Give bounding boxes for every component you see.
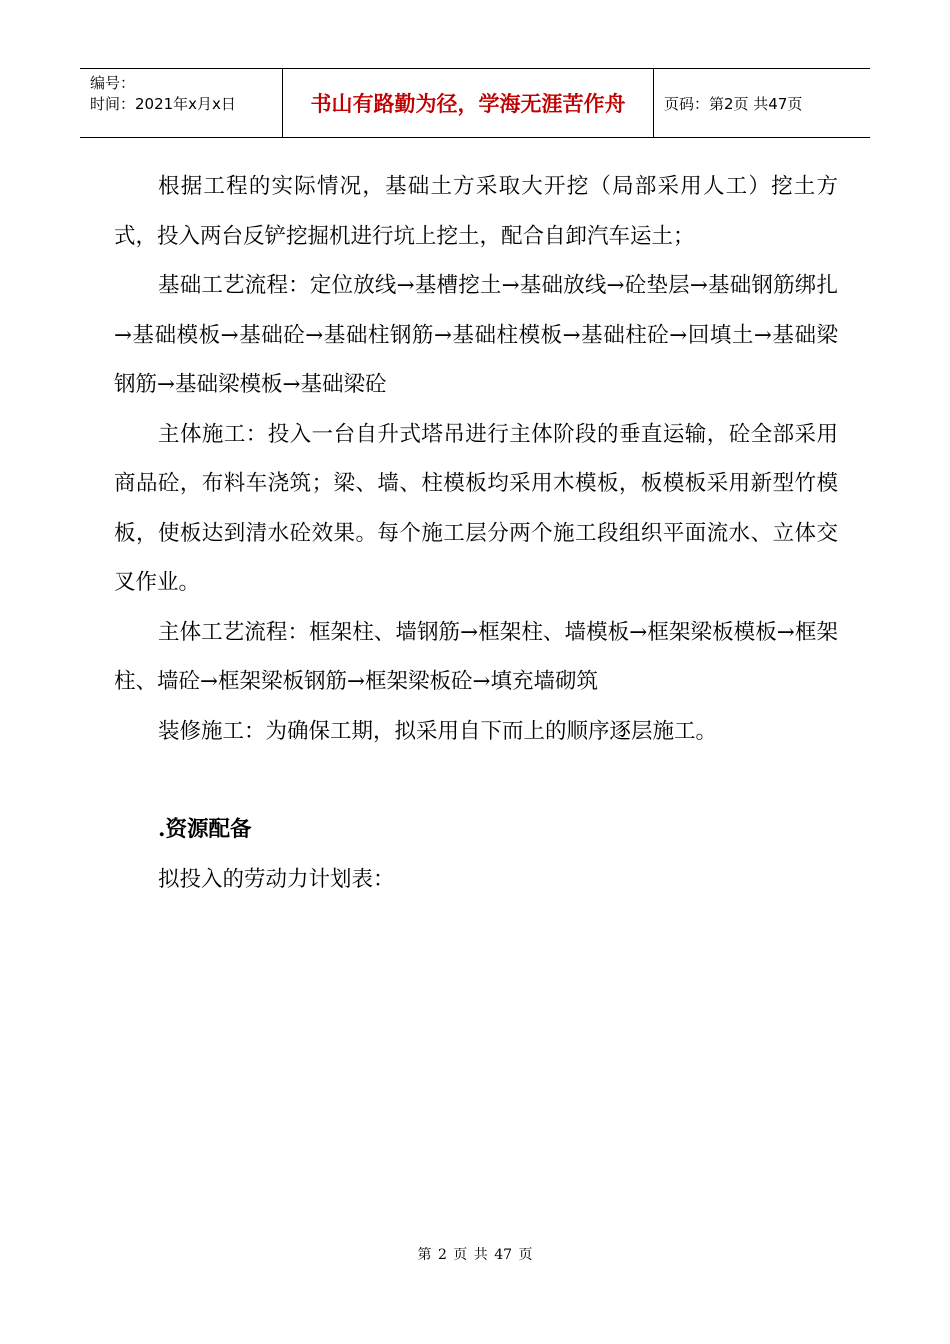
motto-text: 书山有路勤为径，学海无涯苦作舟 <box>310 92 626 116</box>
header-motto-cell <box>282 69 654 137</box>
paragraph-main-process: 主体工艺流程：框架柱、墙钢筋→框架柱、墙模板→框架梁板模板→框架柱、墙砼→框架梁板钢筋→框架梁板砼→填充墙砌筑 <box>114 619 838 694</box>
header-page-info <box>654 69 870 137</box>
page-footer <box>0 1244 950 1264</box>
page-header <box>80 68 870 138</box>
page-info-text: 页码：第2页 共47页 <box>664 94 803 113</box>
paragraph-earthwork: 根据工程的实际情况，基础土方采取大开挖（局部采用人工）挖土方式，投入两台反铲挖掘机进行坑上挖土，配合自卸汽车运土； <box>114 174 838 249</box>
time-label: 时间：2021年x月x日 <box>90 95 236 113</box>
number-label: 编号： <box>90 74 136 92</box>
footer-page-number: 第 2 页 共 47 页 <box>417 1247 533 1263</box>
paragraph-foundation-process: 基础工艺流程：定位放线→基槽挖土→基础放线→砼垫层→基础钢筋绑扎→基础模板→基础砼→基础柱钢筋→基础柱模板→基础柱砼→回填土→基础梁钢筋→基础梁模板→基础梁砼 <box>114 273 838 397</box>
section-title: .资源配备 <box>158 817 252 842</box>
paragraph-decoration: 装修施工：为确保工期，拟采用自下而上的顺序逐层施工。 <box>158 718 718 744</box>
paragraph-main-construction: 主体施工：投入一台自升式塔吊进行主体阶段的垂直运输，砼全部采用商品砼，布料车浇筑；梁、墙、柱模板均采用木模板，板模板采用新型竹模板，使板达到清水砼效果。每个施工层分两个施工段组织平面流水、立体交叉作业。 <box>114 421 838 595</box>
document-body <box>114 162 838 904</box>
section-text: 拟投入的劳动力计划表： <box>158 866 395 892</box>
header-meta <box>80 69 282 137</box>
